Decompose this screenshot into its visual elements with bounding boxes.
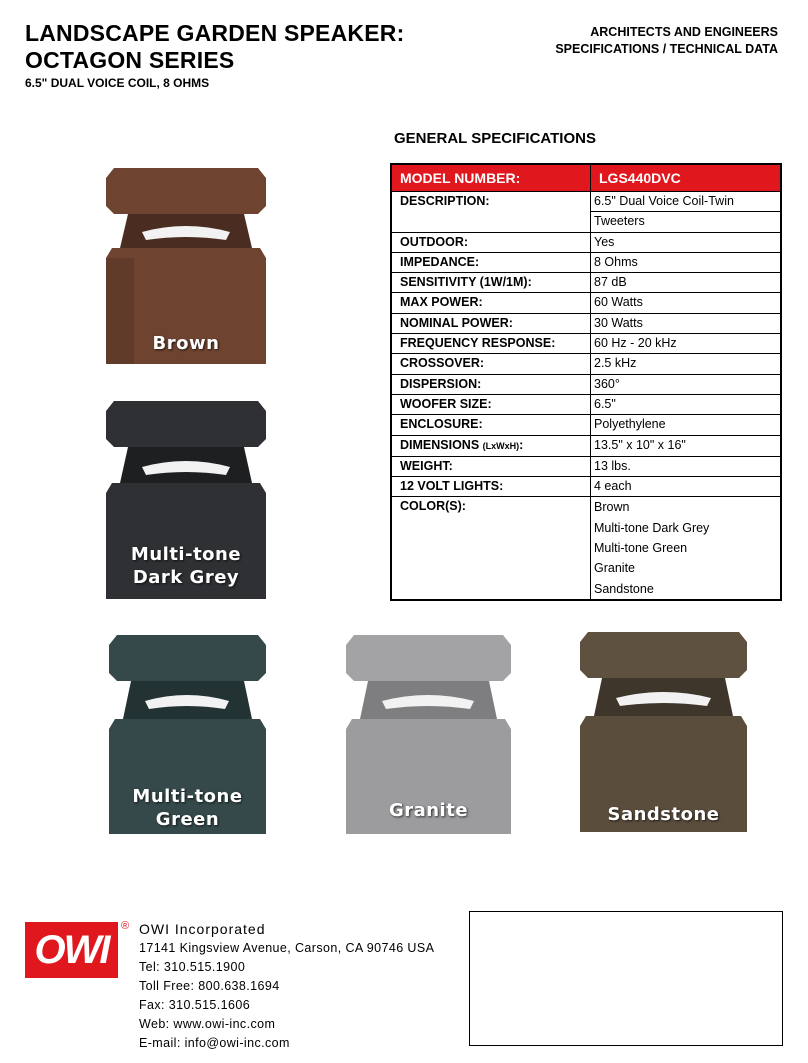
spec-label: DISPERSION: (391, 374, 591, 394)
spec-value: 13 lbs. (591, 456, 782, 476)
table-row (391, 374, 781, 394)
subtitle: 6.5" DUAL VOICE COIL, 8 OHMS (25, 76, 210, 90)
table-row (391, 435, 781, 456)
title-line-1: LANDSCAPE GARDEN SPEAKER: (25, 20, 405, 46)
speaker-label-line-1: Multi-tone (130, 544, 242, 565)
spec-value: 13.5" x 10" x 16" (591, 435, 782, 456)
speaker-label: Sandstone (607, 804, 720, 825)
table-row (391, 293, 781, 313)
spec-label: WEIGHT: (391, 456, 591, 476)
table-row (391, 354, 781, 374)
speaker-granite (346, 635, 511, 834)
speaker-cap (109, 635, 266, 681)
header-right-line-2: SPECIFICATIONS / TECHNICAL DATA (555, 42, 778, 56)
color-item: Multi-tone Green (594, 541, 688, 556)
model-label: MODEL NUMBER: (391, 164, 591, 192)
speaker-cap (346, 635, 511, 681)
spec-label: 12 VOLT LIGHTS: (391, 477, 591, 497)
speaker-label: Brown (152, 333, 220, 354)
spec-value: Polyethylene (591, 415, 782, 435)
model-value: LGS440DVC (591, 164, 782, 192)
spec-value (591, 192, 782, 233)
speaker-dark-grey (106, 401, 266, 599)
spec-value: 6.5" (591, 394, 782, 414)
spec-label-small: (LxWxH) (482, 440, 520, 451)
spec-label: IMPEDANCE: (391, 252, 591, 272)
spec-value-line-1: 6.5" Dual Voice Coil-Twin (591, 192, 780, 212)
speaker-green (109, 635, 266, 834)
spec-value: 4 each (591, 477, 782, 497)
contact-block (139, 920, 434, 1053)
table-row (391, 394, 781, 414)
spec-label (391, 435, 591, 456)
table-row (391, 313, 781, 333)
spec-label: COLOR(S): (391, 497, 591, 600)
color-item: Sandstone (594, 581, 654, 596)
table-row (391, 456, 781, 476)
table-row (391, 192, 781, 233)
owi-logo-text: OWI (34, 928, 109, 972)
speaker-label-line-2: Green (155, 809, 220, 830)
color-item: Brown (594, 500, 630, 515)
colors-list (591, 497, 782, 600)
registered-mark: ® (121, 920, 130, 932)
company-name: OWI Incorporated (139, 921, 266, 937)
company-address: 17141 Kingsview Avenue, Carson, CA 90746 USA (139, 941, 435, 955)
table-row (391, 415, 781, 435)
color-item: Granite (594, 561, 635, 576)
spec-label: DESCRIPTION: (391, 192, 591, 233)
speaker-sandstone (580, 632, 747, 832)
spec-value: 2.5 kHz (591, 354, 782, 374)
spec-label: SENSITIVITY (1W/1M): (391, 273, 591, 293)
spec-label: FREQUENCY RESPONSE: (391, 334, 591, 354)
speaker-brown (106, 168, 266, 364)
spec-value: 360° (591, 374, 782, 394)
owi-logo (25, 922, 118, 978)
speaker-cap (106, 168, 266, 214)
title-line-2: OCTAGON SERIES (25, 47, 235, 73)
header-right (555, 24, 778, 58)
spec-value-line-2: Tweeters (594, 214, 645, 229)
company-tollfree: Toll Free: 800.638.1694 (139, 979, 280, 993)
table-row (391, 252, 781, 272)
spec-label: OUTDOOR: (391, 232, 591, 252)
spec-label: ENCLOSURE: (391, 415, 591, 435)
spec-label: CROSSOVER: (391, 354, 591, 374)
company-email[interactable]: E-mail: info@owi-inc.com (139, 1036, 290, 1050)
speaker-cap (106, 401, 266, 447)
spec-label-colon: : (519, 437, 524, 452)
spec-label-main: DIMENSIONS (400, 437, 480, 452)
table-row (391, 273, 781, 293)
spec-value: Yes (591, 232, 782, 252)
spec-label: NOMINAL POWER: (391, 313, 591, 333)
spec-label: MAX POWER: (391, 293, 591, 313)
table-header-row (391, 164, 781, 192)
spec-value: 60 Hz - 20 kHz (591, 334, 782, 354)
spec-label: WOOFER SIZE: (391, 394, 591, 414)
company-web[interactable]: Web: www.owi-inc.com (139, 1017, 276, 1031)
spec-value: 30 Watts (591, 313, 782, 333)
spec-value: 8 Ohms (591, 252, 782, 272)
spec-table (390, 163, 782, 601)
speaker-label-line-2: Dark Grey (132, 567, 240, 588)
table-row (391, 497, 781, 600)
company-fax: Fax: 310.515.1606 (139, 998, 251, 1012)
company-tel: Tel: 310.515.1900 (139, 960, 246, 974)
table-row (391, 477, 781, 497)
speaker-label-line-1: Multi-tone (132, 786, 243, 807)
color-item: Multi-tone Dark Grey (594, 520, 710, 535)
table-row (391, 334, 781, 354)
dealer-stamp-box (469, 911, 783, 1046)
header-right-line-1: ARCHITECTS AND ENGINEERS (590, 25, 778, 39)
speaker-sandstone-image (580, 632, 747, 832)
speaker-cap (580, 632, 747, 678)
speaker-label: Granite (388, 800, 469, 821)
table-row (391, 232, 781, 252)
spec-value: 60 Watts (591, 293, 782, 313)
spec-value: 87 dB (591, 273, 782, 293)
section-title: GENERAL SPECIFICATIONS (394, 130, 596, 147)
